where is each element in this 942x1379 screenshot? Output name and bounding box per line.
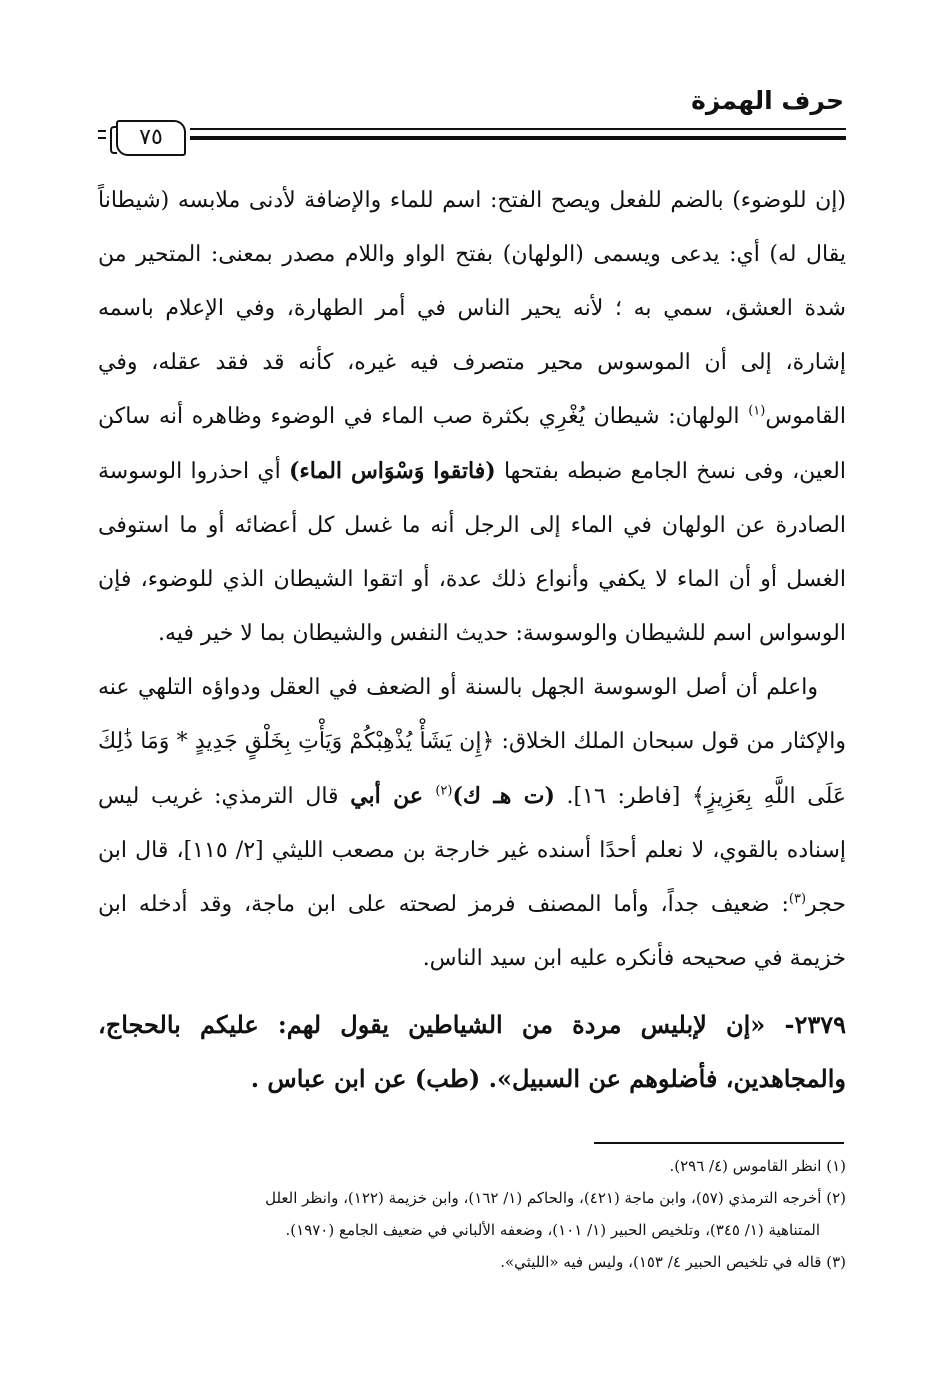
commentary-body	[98, 174, 846, 986]
paragraph-2	[98, 661, 846, 986]
para2-text: واعلم أن أصل الوسوسة الجهل بالسنة أو الضعف في العقل ودواؤه التلهي عنه والإكثار من قول سبحان الملك الخلاق: ﴿إِن يَشَأْ يُذْهِبْكُمْ وَيَأْتِ بِخَلْقٍ جَدِيدٍ * وَمَا ذَٰلِكَ عَلَى اللَّهِ بِعَزِيزٍ﴾ [فاطر: ١٦].	[98, 675, 846, 809]
header-rule	[98, 118, 846, 164]
footnote-ref-1[interactable]: (١)	[748, 403, 766, 419]
footnote-2-cont: المتناهية (١/ ٣٤٥)، وتلخيص الحبير (١/ ١٠١)، وضعفه الألباني في ضعيف الجامع (١٩٧٠).	[285, 1221, 820, 1239]
rule-stub-top	[98, 130, 106, 132]
hadith-2379: ٢٣٧٩- «إن لإبليس مردة من الشياطين يقول لهم: عليكم بالحجاج، والمجاهدين، فأضلوهم عن السبيل». (طب) عن ابن عباس .	[98, 1010, 846, 1093]
footnote-ref-3[interactable]: (٣)	[788, 891, 807, 907]
para1-text-b: الولهان: شيطان يُغْرِي بكثرة صب الماء في الوضوء وظاهره أنه ساكن العين، وفى نسخ الجامع ضبطه بفتحها	[98, 404, 846, 484]
footnote-2: (٢) أخرجه الترمذي (٥٧)، وابن ماجة (٤٢١)، والحاكم (١/ ١٦٢)، وابن خزيمة (١٢٢)، وانظر العلل	[265, 1189, 846, 1207]
para2-sigla: (ت هـ ك)	[452, 783, 555, 809]
footnote-1: (١) انظر القاموس (٤/ ٢٩٦).	[669, 1157, 846, 1175]
rule-stub-bottom	[98, 137, 106, 139]
page-number: ٧٥	[116, 120, 186, 156]
para1-bold: (فاتقوا وَسْوَاس الماء)	[289, 458, 496, 484]
para2-text-c: : ضعيف جداً، وأما المصنف فرمز لصحته على ابن ماجة، وقد أدخله ابن خزيمة في صحيحه فأنكره عليه ابن سيد الناس.	[98, 892, 846, 971]
para2-text-b: قال الترمذي: غريب ليس إسناده بالقوي، لا نعلم أحدًا أسنده غير خارجة بن مصعب الليثي [٢/ ١١٥]، قال ابن حجر	[98, 784, 847, 917]
footnote-ref-2[interactable]: (٢)	[435, 783, 453, 799]
running-head: حرف الهمزة	[691, 86, 844, 115]
paragraph-1	[98, 174, 846, 661]
para1-text: (إن للوضوء) بالضم للفعل ويصح الفتح: اسم للماء والإضافة لأدنى ملابسه (شيطاناً يقال له) أي: يدعى ويسمى (الولهان) بفتح الواو واللام مصدر بمعنى: المتحير من شدة العشق، سمي به ؛ لأنه يحير الناس في أمر الطهارة، وفي الإعلام باسمه إشارة، إلى أن الموسوس محير متصرف فيه غيره، كأنه قد فقد عقله، وفي القاموس	[98, 188, 846, 429]
para2-narrator: عن أبي	[350, 783, 436, 809]
rule-thin	[190, 128, 846, 130]
footnote-3: (٣) قاله في تلخيص الحبير ٤/ ١٥٣)، وليس فيه «الليثي».	[500, 1253, 846, 1271]
rule-thick	[190, 136, 846, 140]
footnotes	[98, 1150, 846, 1278]
para1-text-c: أي احذروا الوسوسة الصادرة عن الولهان في الماء إلى الرجل أنه ما غسل كل أعضائه أو ما استوفى الغسل أو أن الماء لا يكفي وأنواع ذلك عدة، أو اتقوا الشيطان الذي للوضوء، فإن الوسواس اسم للشيطان والوسوسة: حديث النفس والشيطان بما لا خير فيه.	[98, 459, 846, 646]
footnote-separator	[594, 1142, 844, 1144]
